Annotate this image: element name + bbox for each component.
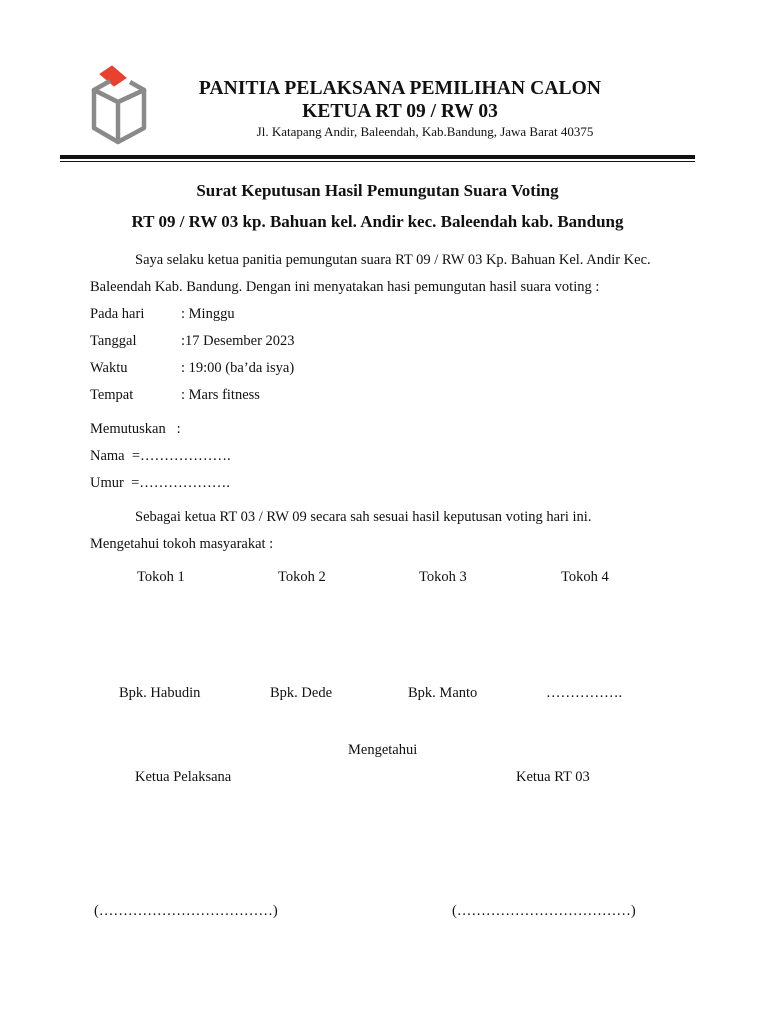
detail-value-date: :17 Desember 2023 (181, 333, 295, 349)
tokoh-2-title: Tokoh 2 (278, 569, 326, 585)
detail-label-time: Waktu (90, 360, 128, 376)
tokoh-3-name: Bpk. Manto (408, 685, 478, 701)
organization-address: Jl. Katapang Andir, Baleendah, Kab.Bandung, Jawa Barat 40375 (256, 124, 594, 139)
detail-label-place: Tempat (90, 387, 134, 403)
organization-subtitle: KETUA RT 09 / RW 03 (302, 101, 498, 122)
document-title: Surat Keputusan Hasil Pemungutan Suara Voting (196, 181, 559, 200)
tokoh-1-title: Tokoh 1 (137, 569, 185, 585)
right-signer-title: Ketua RT 03 (516, 769, 590, 785)
header-divider (60, 155, 695, 159)
decision-name-field: Nama =………………. (90, 448, 231, 464)
tokoh-2-name: Bpk. Dede (270, 685, 333, 701)
right-signature-line: (………………………………) (452, 903, 636, 919)
tokoh-1-name: Bpk. Habudin (119, 685, 201, 701)
intro-line-1: Saya selaku ketua panitia pemungutan suara RT 09 / RW 03 Kp. Bahuan Kel. Andir Kec. (135, 252, 651, 268)
statement-text: Sebagai ketua RT 03 / RW 09 secara sah sesuai hasil keputusan voting hari ini. (135, 509, 592, 525)
acknowledge-text: Mengetahui tokoh masyarakat : (90, 536, 274, 552)
left-signature-line: (………………………………) (94, 903, 278, 919)
header-divider-thin (60, 161, 695, 162)
tokoh-4-title: Tokoh 4 (561, 569, 609, 585)
tokoh-4-name: ……………. (546, 685, 623, 701)
decision-age-field: Umur =………………. (90, 475, 230, 491)
detail-label-day: Pada hari (90, 306, 145, 322)
detail-value-time: : 19:00 (ba’da isya) (181, 360, 295, 376)
ballot-box-icon (86, 64, 152, 148)
decision-label: Memutuskan : (90, 421, 181, 437)
detail-value-place: : Mars fitness (181, 387, 260, 403)
detail-label-date: Tanggal (90, 333, 137, 349)
organization-name: PANITIA PELAKSANA PEMILIHAN CALON (198, 78, 602, 99)
left-signer-title: Ketua Pelaksana (135, 769, 232, 785)
intro-line-2: Baleendah Kab. Bandung. Dengan ini menyatakan hasi pemungutan hasil suara voting : (90, 279, 600, 295)
document-subtitle: RT 09 / RW 03 kp. Bahuan kel. Andir kec. Baleendah kab. Bandung (131, 212, 624, 231)
tokoh-3-title: Tokoh 3 (419, 569, 467, 585)
detail-value-day: : Minggu (181, 306, 235, 322)
acknowledged-label: Mengetahui (348, 742, 418, 758)
